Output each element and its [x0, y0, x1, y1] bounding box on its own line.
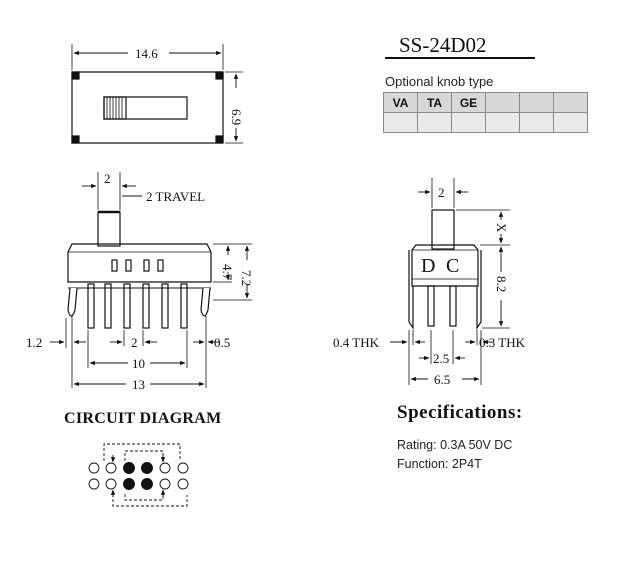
dim-pin-span: 10: [132, 356, 145, 371]
pin-row: [88, 284, 187, 328]
dim-total-height: 7.2: [239, 270, 254, 287]
dim-thk-right: 0.3 THK: [479, 335, 525, 350]
knob-type-caption: Optional knob type: [385, 74, 494, 89]
dim-side-body-height: 8.2: [494, 276, 509, 293]
knob-hatching: [107, 97, 122, 119]
specifications-title: Specifications:: [397, 402, 523, 423]
dim-knob-width: 2: [104, 171, 111, 186]
circuit-diagram: [89, 444, 188, 506]
slider-slot: [104, 97, 187, 119]
corner-tab: [72, 72, 79, 79]
dim-thk-left: 0.4 THK: [333, 335, 379, 350]
dim-length: 14.6: [135, 46, 158, 61]
label-c: C: [446, 255, 460, 277]
window: [158, 260, 163, 271]
front-knob: [98, 212, 120, 246]
dim-side-knob-width: 2: [438, 185, 445, 200]
front-body: [68, 244, 211, 282]
side-view: [390, 178, 510, 385]
part-number-title: SS-24D02: [385, 33, 535, 59]
dim-width: 6.9: [229, 109, 244, 126]
dim-left-offset: 1.2: [26, 335, 43, 350]
dim-pin-pitch: 2.5: [433, 351, 450, 366]
corner-tab: [216, 136, 223, 143]
circuit-diagram-title: CIRCUIT DIAGRAM: [64, 410, 222, 427]
corner-tab: [216, 72, 223, 79]
spec-function: Function: 2P4T: [397, 457, 482, 471]
dim-side-width: 6.5: [434, 372, 451, 387]
knob-type-va: VA: [384, 93, 418, 113]
dim-knob-height: X: [494, 223, 509, 233]
dim-body-height: 4.7: [220, 264, 235, 281]
window: [112, 260, 117, 271]
top-view-body: [72, 72, 223, 143]
window: [144, 260, 149, 271]
label-d: D: [421, 255, 436, 277]
knob-type-ta: TA: [418, 93, 452, 113]
dim-right-offset: 0.5: [214, 335, 231, 350]
dim-pitch: 2: [131, 335, 138, 350]
knob-type-ge: GE: [452, 93, 486, 113]
spec-rating: Rating: 0.3A 50V DC: [397, 438, 513, 452]
corner-tab: [72, 136, 79, 143]
dim-overall: 13: [132, 377, 145, 392]
window: [126, 260, 131, 271]
side-knob: [432, 210, 454, 249]
dim-travel: 2 TRAVEL: [146, 189, 206, 204]
